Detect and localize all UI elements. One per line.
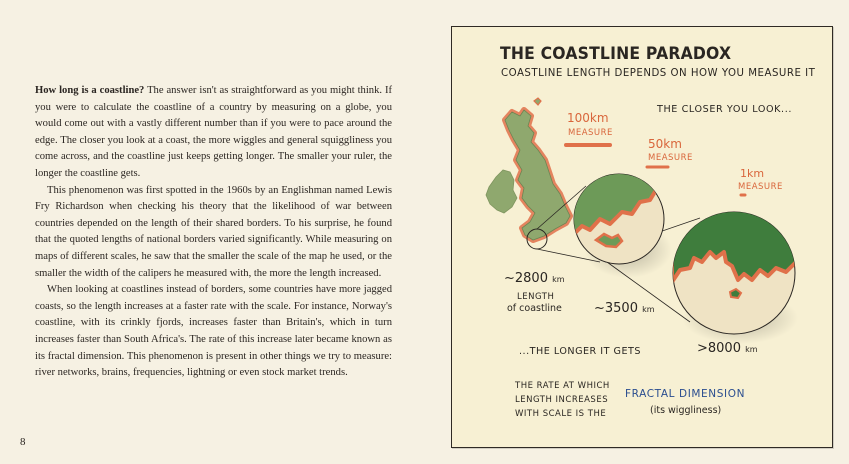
rate-line-1: THE RATE AT WHICH — [515, 381, 610, 391]
britain-landmass — [505, 110, 570, 240]
rate-line-2: LENGTH INCREASES — [515, 395, 609, 405]
shetland-islands — [534, 98, 541, 105]
length-label-1: LENGTH — [517, 292, 555, 302]
length-8000-number: >8000 — [697, 341, 741, 356]
length-2800-number: ~2800 — [504, 271, 548, 286]
length-label-2: of coastline — [507, 303, 562, 314]
length-3500-number: ~3500 — [594, 301, 638, 316]
page-number: 8 — [20, 436, 26, 448]
length-3500-value — [594, 301, 655, 316]
fractal-dimension-label: FRACTAL DIMENSION — [625, 388, 746, 400]
ireland-landmass — [486, 170, 517, 213]
unit-km: km — [745, 345, 758, 354]
paragraph-2: This phenomenon was first spotted in the 1960s by an Englishman named Lewis Fry Richardson when checking his theory that the likelihood of war between countries depended on the length of their shared borders. To his surprise, he found that the quoted lengths of national borders varied significantly. While measuring on maps of different scales, he saw that the smaller the scale of the map he used, or the smaller the width of the calipers he measured with, the more the length increased. — [35, 184, 392, 279]
measure-50-label: 50km — [648, 137, 682, 151]
measure-100-label: 100km — [567, 111, 609, 125]
wiggliness-label: (its wiggliness) — [650, 405, 722, 416]
illustration-subtitle: COASTLINE LENGTH DEPENDS ON HOW YOU MEASURE IT — [501, 68, 816, 79]
measure-word-1: MEASURE — [738, 182, 783, 192]
measure-1-label: 1km — [740, 167, 765, 180]
paragraph-3: When looking at coastlines instead of borders, some countries have more jagged coasts, so the length increases at a faster rate with the scale. For instance, Norway's coastline, with its crinkly fjords, increases faster than Britain's, which in turn increases faster than South Africa's. The rate of this increase later became known as its fractal dimension. This phenomenon is present in other things we try to measure: river networks, brains, frequencies, lightning or even stock market trends. — [35, 284, 392, 379]
illustration-title: THE COASTLINE PARADOX — [500, 44, 732, 64]
length-8000-value — [697, 341, 758, 356]
paragraph-1-body: The answer isn't as straightforward as you might think. If you were to calculate the coastline of a country by measuring on a globe, you would come out with a vastly different number than if you were to pace around the edge. The closer you look at a coast, the more wiggles and general squiggliness you come across, and the coastline just keeps getting longer. The smaller your ruler, the longer the coastline gets. — [35, 85, 393, 179]
lead-question: How long is a coastline? — [35, 85, 145, 96]
rate-line-3: WITH SCALE IS THE — [515, 409, 607, 419]
longer-label: ...THE LONGER IT GETS — [519, 346, 641, 357]
zoom-1-coast — [672, 200, 796, 282]
closer-label: THE CLOSER YOU LOOK... — [657, 104, 793, 115]
measure-word-50: MEASURE — [648, 153, 693, 163]
unit-km: km — [552, 275, 565, 284]
measure-word-100: MEASURE — [568, 128, 613, 138]
length-2800-value — [504, 271, 565, 286]
unit-km: km — [642, 305, 655, 314]
